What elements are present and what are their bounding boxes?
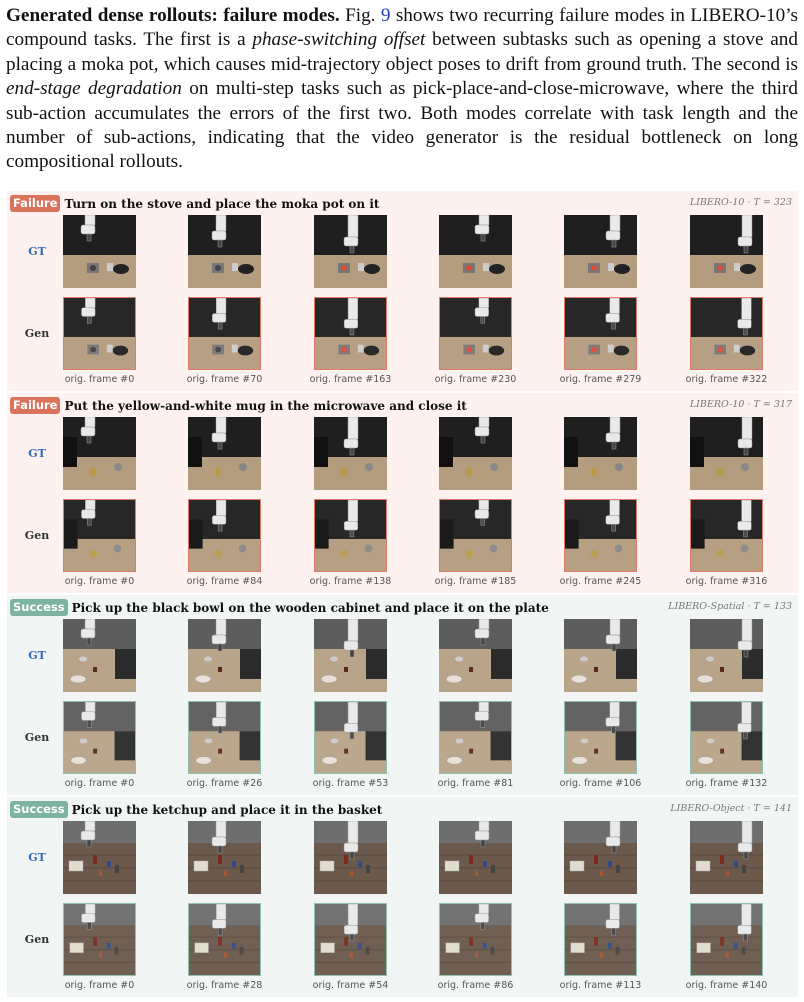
frame-caption: orig. frame #106 (559, 778, 642, 789)
gt-frame-thumbnail (188, 619, 261, 692)
frame-caption: orig. frame #138 (309, 576, 392, 587)
gen-frame-thumbnail (439, 297, 512, 370)
status-badge: Failure (10, 195, 60, 212)
gen-frame-thumbnail (63, 499, 136, 572)
gen-frame-thumbnail (188, 297, 261, 370)
gen-frame-thumbnail (439, 701, 512, 774)
gt-frame-thumbnail (564, 619, 637, 692)
frame-caption: orig. frame #185 (434, 576, 517, 587)
gt-row-label: GT (28, 649, 46, 662)
gt-frame-thumbnail (314, 821, 387, 894)
figure-reference-link[interactable]: 9 (380, 5, 391, 26)
frame-caption: orig. frame #54 (312, 980, 389, 991)
suite-label: LIBERO-10 (689, 399, 745, 410)
rollout-panel-3 (7, 595, 798, 795)
gen-frame-thumbnail (63, 903, 136, 976)
panel-header (10, 801, 382, 818)
gen-frame-thumbnail (690, 903, 763, 976)
gen-frame-thumbnail (690, 297, 763, 370)
gen-frame-thumbnail (314, 499, 387, 572)
frame-caption: orig. frame #0 (64, 374, 135, 385)
gen-frame-thumbnail (188, 499, 261, 572)
panel-header (10, 599, 549, 616)
paragraph-emphasis: phase-switching offset (252, 29, 426, 51)
frame-caption: orig. frame #70 (186, 374, 263, 385)
frame-caption: orig. frame #84 (186, 576, 263, 587)
gen-row-label: Gen (24, 327, 50, 340)
task-title: Pick up the black bowl on the wooden cabinet and place it on the plate (71, 600, 549, 615)
gt-frame-thumbnail (564, 215, 637, 288)
suite-label: LIBERO-Spatial (668, 601, 745, 612)
separator: · (747, 399, 751, 410)
gt-frame-thumbnail (63, 417, 136, 490)
separator: · (747, 197, 751, 208)
panel-meta (670, 803, 792, 814)
gt-row-label: GT (28, 447, 46, 460)
horizon-label: T = 323 (753, 197, 792, 208)
gt-row-label: GT (28, 245, 46, 258)
status-badge: Failure (10, 397, 60, 414)
panel-header (10, 195, 379, 212)
frame-caption: orig. frame #140 (685, 980, 768, 991)
panel-meta (690, 399, 792, 410)
gt-frame-thumbnail (690, 215, 763, 288)
status-badge: Success (10, 801, 68, 818)
rollout-panel-2 (7, 393, 798, 593)
gen-frame-thumbnail (564, 903, 637, 976)
horizon-label: T = 133 (753, 601, 792, 612)
frame-caption: orig. frame #113 (559, 980, 642, 991)
frame-caption: orig. frame #81 (437, 778, 514, 789)
frame-caption: orig. frame #245 (559, 576, 642, 587)
gt-frame-thumbnail (690, 417, 763, 490)
gen-frame-thumbnail (63, 297, 136, 370)
gen-frame-thumbnail (188, 701, 261, 774)
paragraph-heading: Generated dense rollouts: failure modes. (6, 5, 340, 26)
gen-row-label: Gen (24, 731, 50, 744)
gen-frame-thumbnail (314, 903, 387, 976)
paragraph-text: between subtasks such as opening a stove and placing a moka pot, which causes mid-trajectory object poses to drift from ground truth. The second is (6, 29, 798, 75)
suite-label: LIBERO-Object (670, 803, 745, 814)
gt-frame-thumbnail (314, 619, 387, 692)
gt-frame-thumbnail (564, 417, 637, 490)
separator: · (747, 601, 751, 612)
gen-frame-thumbnail (564, 701, 637, 774)
gt-frame-thumbnail (439, 619, 512, 692)
frame-caption: orig. frame #0 (64, 778, 135, 789)
gen-row-label: Gen (24, 933, 50, 946)
frame-caption: orig. frame #322 (685, 374, 768, 385)
frame-caption: orig. frame #86 (437, 980, 514, 991)
separator: · (747, 803, 751, 814)
gen-frame-thumbnail (564, 297, 637, 370)
gen-frame-thumbnail (564, 499, 637, 572)
gt-row-label: GT (28, 851, 46, 864)
gt-frame-thumbnail (63, 619, 136, 692)
frame-caption: orig. frame #0 (64, 576, 135, 587)
gt-frame-thumbnail (188, 417, 261, 490)
gen-frame-thumbnail (439, 499, 512, 572)
gen-row-label: Gen (24, 529, 50, 542)
paragraph-emphasis: end-stage degradation (6, 78, 182, 100)
task-title: Turn on the stove and place the moka pot on it (64, 196, 380, 211)
frame-caption: orig. frame #132 (685, 778, 768, 789)
gt-frame-thumbnail (564, 821, 637, 894)
gt-frame-thumbnail (188, 215, 261, 288)
horizon-label: T = 317 (753, 399, 792, 410)
paragraph-text: shows two recurring failure modes in LIBERO-10’s compound tasks. The first is a (6, 5, 798, 51)
gt-frame-thumbnail (63, 215, 136, 288)
paragraph-text: on multi-step tasks such as pick-place-and-close-microwave, where the third sub-action accumulates the errors of the first two. Both modes correlate with task length and the number of sub-actions, indicating that the video generator is the residual bottleneck on long compositional rollouts. (6, 78, 798, 173)
gen-frame-thumbnail (63, 701, 136, 774)
frame-caption: orig. frame #316 (685, 576, 768, 587)
panel-header (10, 397, 467, 414)
frame-caption: orig. frame #53 (312, 778, 389, 789)
gen-frame-thumbnail (314, 297, 387, 370)
horizon-label: T = 141 (753, 803, 792, 814)
paragraph-text: Fig. (339, 5, 381, 26)
frame-caption: orig. frame #279 (559, 374, 642, 385)
gt-frame-thumbnail (439, 821, 512, 894)
rollout-panel-1 (7, 191, 798, 391)
rollout-panel-4 (7, 797, 798, 997)
gt-frame-thumbnail (188, 821, 261, 894)
status-badge: Success (10, 599, 68, 616)
gen-frame-thumbnail (690, 499, 763, 572)
gt-frame-thumbnail (439, 215, 512, 288)
frame-caption: orig. frame #26 (186, 778, 263, 789)
gen-frame-thumbnail (690, 701, 763, 774)
frame-caption: orig. frame #28 (186, 980, 263, 991)
caption-paragraph (6, 4, 798, 175)
gen-frame-thumbnail (188, 903, 261, 976)
task-title: Put the yellow-and-white mug in the microwave and close it (64, 398, 467, 413)
gt-frame-thumbnail (690, 619, 763, 692)
panel-meta (668, 601, 792, 612)
panel-meta (690, 197, 792, 208)
gt-frame-thumbnail (690, 821, 763, 894)
frame-caption: orig. frame #163 (309, 374, 392, 385)
gt-frame-thumbnail (63, 821, 136, 894)
frame-caption: orig. frame #0 (64, 980, 135, 991)
gen-frame-thumbnail (439, 903, 512, 976)
suite-label: LIBERO-10 (689, 197, 745, 208)
gt-frame-thumbnail (314, 417, 387, 490)
gen-frame-thumbnail (314, 701, 387, 774)
frame-caption: orig. frame #230 (434, 374, 517, 385)
gt-frame-thumbnail (439, 417, 512, 490)
task-title: Pick up the ketchup and place it in the basket (71, 802, 383, 817)
gt-frame-thumbnail (314, 215, 387, 288)
